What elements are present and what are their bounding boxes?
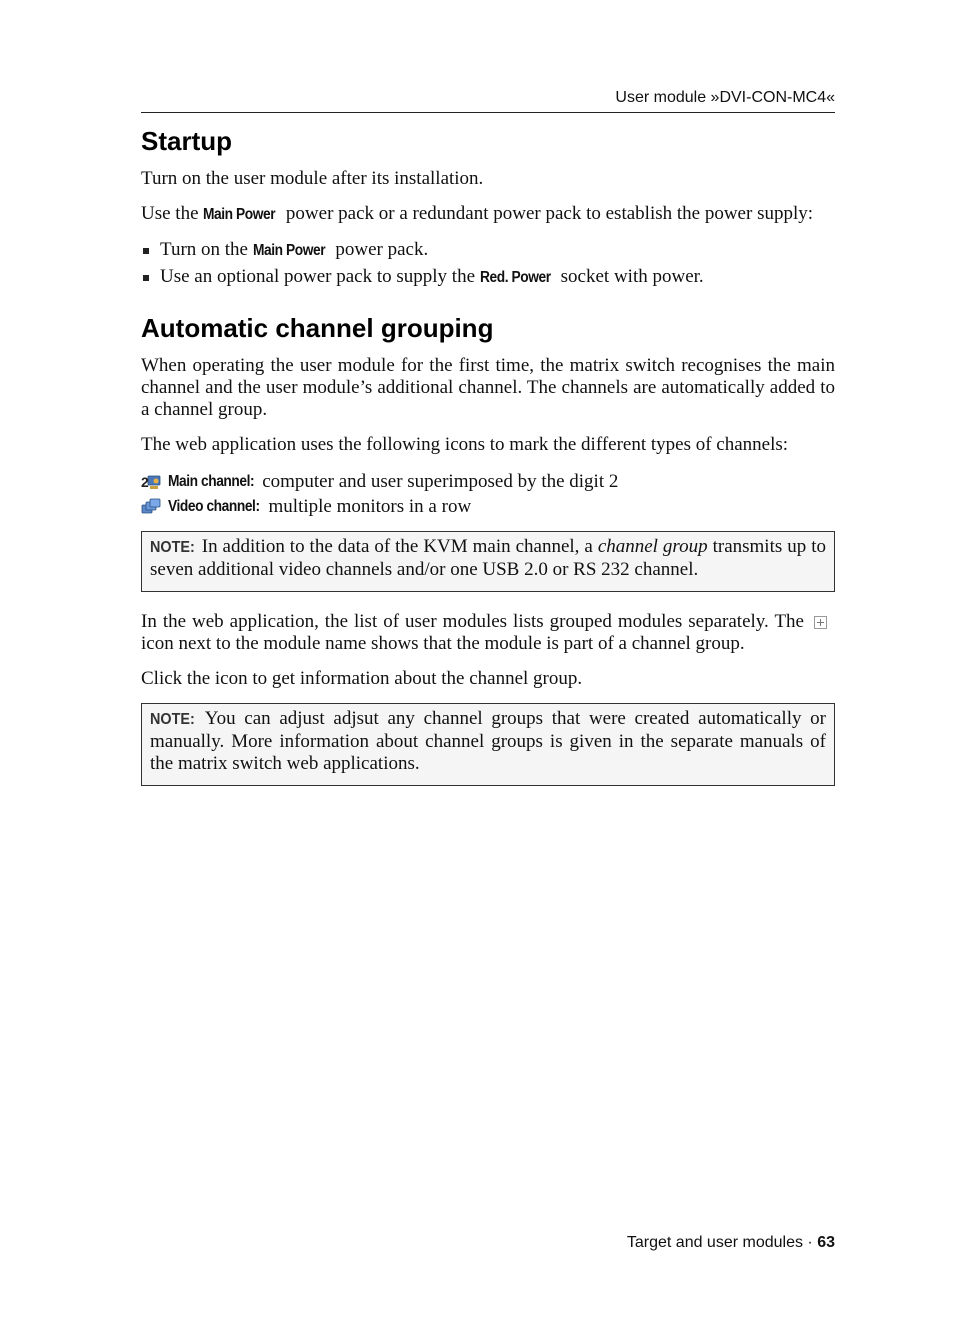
video-channel-label: Video channel: [168, 498, 260, 515]
list-item: Turn on the Main Power power pack. [141, 239, 835, 262]
startup-paragraph-1: Turn on the user module after its installation. [141, 168, 484, 189]
running-header: User module »DVI-CON-MC4« [615, 89, 835, 106]
startup-bullets [141, 239, 835, 289]
grouping-paragraph-1: When operating the user module for the first time, the matrix switch recognises the main channel and the user module’s additional channel. The channels are automatically added to a channel group. [141, 355, 835, 420]
bullet-icon [143, 248, 149, 254]
main-channel-label: Main channel: [168, 473, 255, 490]
note-box-2 [141, 703, 835, 786]
channel-icon-list [141, 469, 835, 519]
page-number: 63 [817, 1234, 835, 1251]
startup-paragraph-2: Use the Main Power power pack or a redundant power pack to establish the power supply: [141, 203, 814, 224]
grouping-paragraph-2: The web application uses the following icons to mark the different types of channels: [141, 434, 789, 455]
list-item: Video channel: multiple monitors in a row [141, 494, 835, 519]
header-rule [141, 112, 835, 113]
note-text-2: NOTE: You can adjust adjsut any channel groups that were created automatically or manually. More information about channel groups is given in the separate manuals of the matrix switch web applications. [150, 708, 826, 774]
note-label: NOTE: [150, 711, 195, 728]
list-item: 2 Main channel: computer and user superimposed by the digit 2 [141, 471, 619, 492]
startup-heading: Startup [141, 126, 232, 156]
note-text-1: NOTE: In addition to the data of the KVM main channel, a channel group transmits up to seven additional video channels and/or one USB 2.0 or RS 232 channel. [150, 536, 826, 580]
note-label: NOTE: [150, 539, 195, 556]
expand-plus-icon [814, 616, 827, 629]
grouping-paragraph-3: In the web application, the list of user modules lists grouped modules separately. Theicon next to the module name shows that the module is part of a channel group. [141, 611, 835, 655]
list-item: Use an optional power pack to supply the Red. Power socket with power. [141, 266, 835, 289]
footer-section: Target and user modules · [626, 1234, 818, 1251]
svg-text:2: 2 [141, 473, 149, 490]
main-power-term: Main Power [203, 206, 276, 223]
grouping-heading: Automatic channel grouping [141, 313, 494, 343]
page-footer [627, 1234, 835, 1252]
bullet-icon [143, 275, 149, 281]
note-box-1 [141, 531, 835, 592]
main-channel-icon [141, 473, 161, 491]
grouping-paragraph-4: Click the icon to get information about the channel group. [141, 668, 583, 689]
page-content [141, 124, 835, 805]
video-channel-icon [141, 498, 161, 516]
